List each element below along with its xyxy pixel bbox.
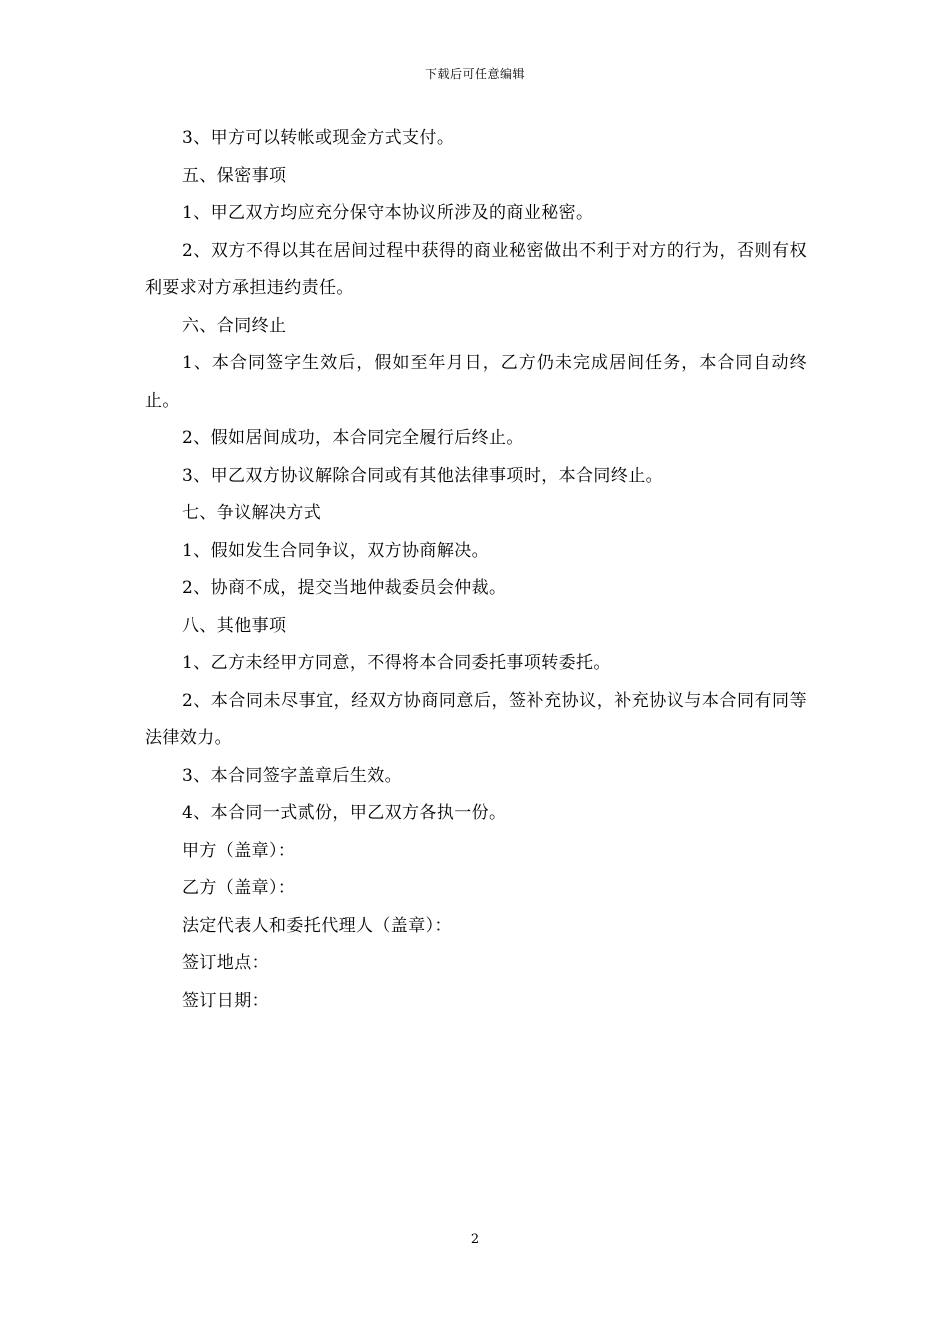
clause-termination-1: 1、本合同签字生效后，假如至年月日，乙方仍未完成居间任务，本合同自动终止。 <box>145 353 807 411</box>
signature-party-b: 乙方（盖章）： <box>182 878 296 898</box>
section-heading-termination: 六、合同终止 <box>182 315 287 336</box>
clause-termination-3: 3、甲乙双方协议解除合同或有其他法律事项时，本合同终止。 <box>182 465 664 486</box>
document-body <box>145 120 807 1020</box>
clause-other-3: 3、本合同签字盖章后生效。 <box>182 765 403 786</box>
section-heading-confidentiality: 五、保密事项 <box>182 165 287 186</box>
section-heading-dispute: 七、争议解决方式 <box>182 503 322 523</box>
clause-other-1: 1、乙方未经甲方同意，不得将本合同委托事项转委托。 <box>182 653 611 673</box>
clause-confidentiality-1: 1、甲乙双方均应充分保守本协议所涉及的商业秘密。 <box>182 203 594 223</box>
clause-dispute-2: 2、协商不成，提交当地仲裁委员会仲裁。 <box>182 578 507 598</box>
clause-termination-2: 2、假如居间成功，本合同完全履行后终止。 <box>182 428 524 448</box>
clause-confidentiality-2: 2、双方不得以其在居间过程中获得的商业秘密做出不利于对方的行为，否则有权利要求对方承担违约责任。 <box>145 240 807 298</box>
clause-other-4: 4、本合同一式贰份，甲乙双方各执一份。 <box>182 803 507 823</box>
clause-dispute-1: 1、假如发生合同争议，双方协商解决。 <box>182 540 490 561</box>
signature-party-a: 甲方（盖章）： <box>182 840 296 861</box>
signing-place: 签订地点： <box>182 953 269 973</box>
section-heading-other: 八、其他事项 <box>182 615 287 636</box>
clause-other-2: 2、本合同未尽事宜，经双方协商同意后，签补充协议，补充协议与本合同有同等法律效力。 <box>145 690 807 748</box>
page-number: 2 <box>470 1232 480 1247</box>
signing-date: 签订日期： <box>182 990 269 1011</box>
page-header: 下载后可任意编辑 <box>424 67 525 81</box>
signature-representative: 法定代表人和委托代理人（盖章）： <box>182 915 452 936</box>
clause-payment-method: 3、甲方可以转帐或现金方式支付。 <box>182 128 455 148</box>
